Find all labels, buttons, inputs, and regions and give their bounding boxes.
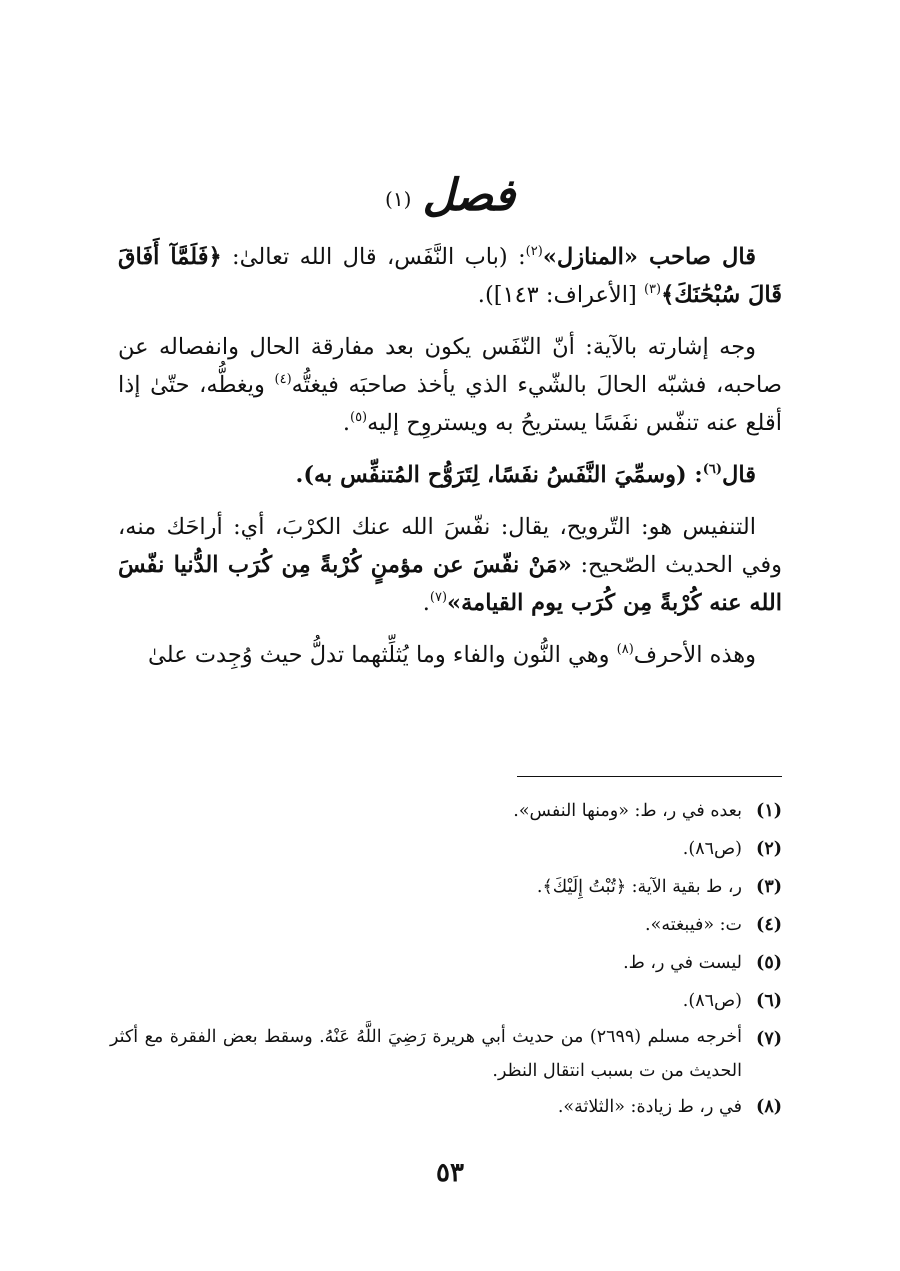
quote-lead: قال صاحب «المنازل» (542, 244, 756, 270)
footnote-ref: (٤) (274, 372, 292, 387)
footnote-item (110, 944, 782, 982)
hadith-quote: «مَنْ نفّسَ عن مؤمنٍ كُرْبةً مِن كُرَب الدُّنيا نفّسَ الله عنه كُرْبةً مِن كُرَب يوم القيامة» (118, 552, 782, 616)
footnote-item (110, 830, 782, 868)
footnote-number: (٨) (756, 1097, 782, 1117)
footnote-item (110, 1088, 782, 1126)
paragraph-4 (118, 508, 782, 622)
paragraph-text: وهي النُّون والفاء وما يُثلِّثهما تدلُّ حيث وُجِدت علىٰ (148, 642, 617, 668)
footnote-number: (٥) (756, 953, 782, 973)
footnote-text: (ص٨٦). (682, 991, 742, 1011)
section-title: فصل (422, 170, 515, 221)
footnote-item (110, 982, 782, 1020)
main-text (118, 238, 782, 688)
footnote-text: (ص٨٦). (682, 839, 742, 859)
paragraph-text: : (باب النَّفَس، قال الله تعالىٰ: (221, 244, 526, 270)
paragraph-text: . (342, 410, 350, 436)
section-footnote-ref: (١) (385, 187, 412, 211)
footnote-item (110, 1020, 782, 1088)
paragraph-1 (118, 238, 782, 314)
footnote-ref: (٧) (429, 590, 448, 605)
footnote-ref: (٣) (643, 282, 662, 297)
footnote-text: ت: «فيبغته». (645, 915, 742, 935)
footnote-text: ليست في ر، ط. (623, 953, 742, 973)
footnote-number: (١) (756, 801, 782, 821)
footnote-number: (٧) (756, 1029, 782, 1049)
paragraph-text: التنفيس هو: التّرويح، يقال: نفّسَ الله عنك الكرْبَ، أي: أراحَك منه، وفي الحديث الصّحيح: (118, 514, 782, 578)
footnote-number: (٤) (756, 915, 782, 935)
footnote-item (110, 906, 782, 944)
section-heading (0, 170, 900, 221)
footnotes (110, 792, 782, 1126)
footnote-number: (٢) (756, 839, 782, 859)
paragraph-2 (118, 328, 782, 442)
footnote-item (110, 868, 782, 906)
paragraph-text: ويغطُّه، حتّىٰ إذا أقلع عنه تنفّس نفَسًا يستريحُ به ويستروِح إليه (118, 372, 782, 436)
paragraph-text: وهذه الأحرف (633, 642, 756, 668)
footnote-item (110, 792, 782, 830)
paragraph-text: . (422, 590, 430, 616)
footnote-text: أخرجه مسلم (٢٦٩٩) من حديث أبي هريرة رَضِيَ اللَّهُ عَنْهُ. وسقط بعض الفقرة مع أكثر الحديث من ت بسبب انتقال النظر. (110, 1027, 742, 1081)
footnote-divider (517, 776, 782, 777)
quran-verse: ﴿فَلَمَّآ أَفَاقَ قَالَ سُبْحَٰنَكَ﴾ (118, 244, 782, 308)
page-number: ٥٣ (436, 1158, 464, 1188)
footnote-text: ر، ط بقية الآية: ﴿تُبْتُ إِلَيْكَ﴾. (536, 877, 742, 897)
quote-lead: قال (722, 462, 756, 488)
paragraph-text: : (وسمِّيَ النَّفَسُ نفَسًا، لِتَرَوُّح المُتنفِّس به). (295, 462, 703, 488)
footnote-number: (٣) (756, 877, 782, 897)
footnote-ref: (٨) (616, 642, 634, 657)
footnote-text: في ر، ط زيادة: «الثلاثة». (557, 1097, 742, 1117)
footnote-text: بعده في ر، ط: «ومنها النفس». (513, 801, 742, 821)
paragraph-text: وجه إشارته بالآية: أنّ النّفَس يكون بعد مفارقة الحال وانفصاله عن صاحبه، فشبّه الحالَ بالشّيء الذي يأخذ صاحبَه فيغتُّه (118, 334, 782, 398)
footnote-number: (٦) (756, 991, 782, 1011)
footnote-ref: (٢) (525, 244, 543, 259)
paragraph-5 (118, 636, 782, 674)
footnote-ref: (٦) (702, 462, 723, 477)
paragraph-3 (118, 456, 782, 494)
footnote-ref: (٥) (349, 410, 368, 425)
paragraph-text: [الأعراف: ١٤٣]). (477, 282, 644, 308)
